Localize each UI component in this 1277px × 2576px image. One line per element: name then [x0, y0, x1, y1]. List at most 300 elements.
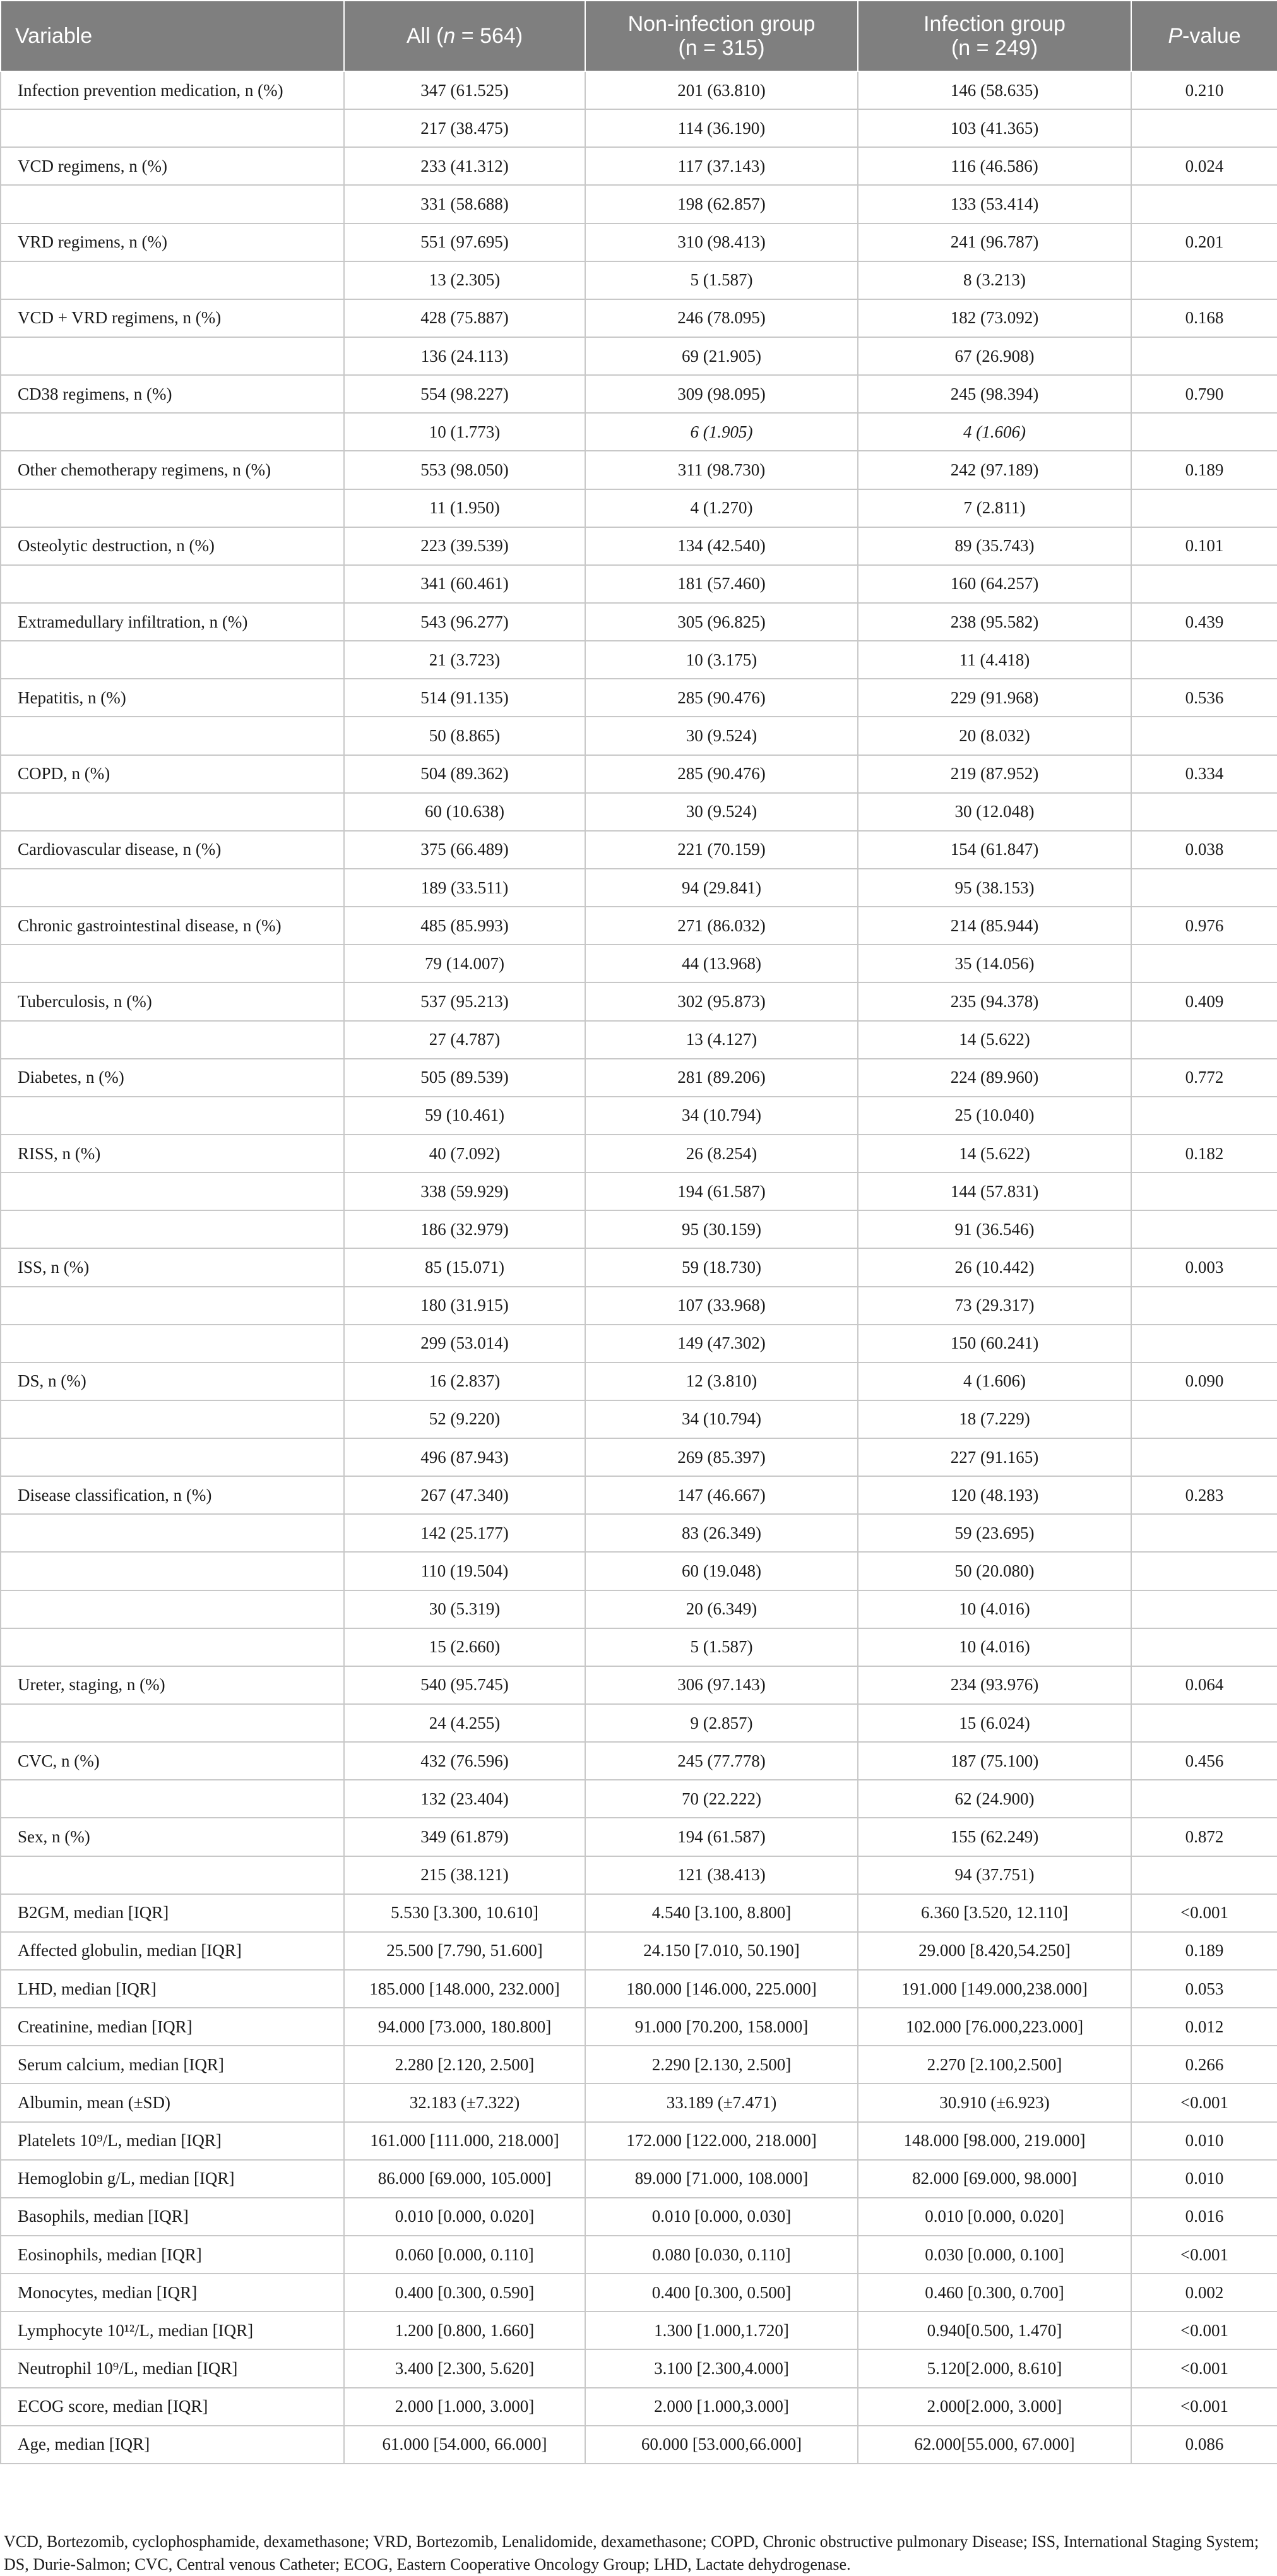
value-cell: 309 (98.095): [585, 375, 858, 413]
value-cell: 0.080 [0.030, 0.110]: [585, 2236, 858, 2274]
variable-cell: Eosinophils, median [IQR]: [1, 2236, 344, 2274]
value-cell: 50 (20.080): [858, 1552, 1131, 1590]
value-cell: 227 (91.165): [858, 1438, 1131, 1476]
p-value-cell: 0.334: [1131, 755, 1277, 793]
variable-cell: VRD regimens, n (%): [1, 224, 344, 261]
value-cell: 3.400 [2.300, 5.620]: [344, 2349, 585, 2387]
value-cell: 10 (4.016): [858, 1628, 1131, 1666]
table-row: [1, 679, 1277, 717]
table-footnote: VCD, Bortezomib, cyclophosphamide, dexamethasone; VRD, Bortezomib, Lenalidomide, dexamethasone; COPD, Chronic obstructive pulmonary Disease; ISS, International Staging System; DS, Durie-Salmon; CVC, Central venous Catheter; ECOG, Eastern Cooperative Oncology Group; LHD, Lactate dehydrogenase.: [4, 2532, 1259, 2573]
value-cell: 267 (47.340): [344, 1476, 585, 1514]
p-value-cell: 0.064: [1131, 1666, 1277, 1704]
value-cell: 144 (57.831): [858, 1172, 1131, 1210]
variable-cell: Other chemotherapy regimens, n (%): [1, 451, 344, 489]
value-cell: 514 (91.135): [344, 679, 585, 717]
p-value-cell: [1131, 1704, 1277, 1742]
table-row: [1, 641, 1277, 679]
p-value-cell: [1131, 793, 1277, 831]
value-cell: 338 (59.929): [344, 1172, 585, 1210]
table-row: [1, 755, 1277, 793]
p-value-cell: [1131, 1514, 1277, 1552]
variable-cell: Hemoglobin g/L, median [IQR]: [1, 2160, 344, 2198]
p-value-cell: 0.189: [1131, 1932, 1277, 1970]
value-cell: 132 (23.404): [344, 1780, 585, 1818]
value-cell: 281 (89.206): [585, 1059, 858, 1097]
variable-cell: Serum calcium, median [IQR]: [1, 2046, 344, 2084]
value-cell: 0.460 [0.300, 0.700]: [858, 2274, 1131, 2311]
variable-cell: Neutrophil 10⁹/L, median [IQR]: [1, 2349, 344, 2387]
value-cell: 331 (58.688): [344, 185, 585, 223]
variable-cell: [1, 1210, 344, 1248]
table-row: [1, 945, 1277, 982]
variable-cell: Albumin, mean (±SD): [1, 2084, 344, 2121]
p-value-cell: 0.266: [1131, 2046, 1277, 2084]
column-header: Non-infection group (n = 315): [585, 1, 858, 71]
p-value-cell: [1131, 869, 1277, 907]
table-row: [1, 1514, 1277, 1552]
value-cell: 5 (1.587): [585, 261, 858, 299]
variable-cell: VCD + VRD regimens, n (%): [1, 299, 344, 337]
p-value-cell: 0.283: [1131, 1476, 1277, 1514]
value-cell: 40 (7.092): [344, 1135, 585, 1172]
value-cell: 34 (10.794): [585, 1097, 858, 1135]
variable-cell: Affected globulin, median [IQR]: [1, 1932, 344, 1970]
p-value-cell: 0.010: [1131, 2160, 1277, 2198]
value-cell: 10 (1.773): [344, 413, 585, 451]
value-cell: 245 (98.394): [858, 375, 1131, 413]
value-cell: 73 (29.317): [858, 1287, 1131, 1325]
p-value-cell: [1131, 1780, 1277, 1818]
value-cell: 89.000 [71.000, 108.000]: [585, 2160, 858, 2198]
table-row: [1, 1628, 1277, 1666]
variable-cell: [1, 1400, 344, 1438]
value-cell: 4 (1.270): [585, 489, 858, 527]
value-cell: 553 (98.050): [344, 451, 585, 489]
value-cell: 134 (42.540): [585, 527, 858, 565]
table-row: [1, 2236, 1277, 2274]
value-cell: 233 (41.312): [344, 147, 585, 185]
table-row: [1, 565, 1277, 603]
table-row: [1, 413, 1277, 451]
table-row: [1, 1666, 1277, 1704]
value-cell: 120 (48.193): [858, 1476, 1131, 1514]
value-cell: 33.189 (±7.471): [585, 2084, 858, 2121]
value-cell: 79 (14.007): [344, 945, 585, 982]
variable-cell: Hepatitis, n (%): [1, 679, 344, 717]
value-cell: 13 (4.127): [585, 1021, 858, 1059]
table-row: [1, 2388, 1277, 2426]
table-row: [1, 1742, 1277, 1780]
value-cell: 30 (12.048): [858, 793, 1131, 831]
variable-cell: Extramedullary infiltration, n (%): [1, 603, 344, 641]
value-cell: 14 (5.622): [858, 1021, 1131, 1059]
variable-cell: Platelets 10⁹/L, median [IQR]: [1, 2122, 344, 2160]
p-value-cell: 0.002: [1131, 2274, 1277, 2311]
value-cell: 117 (37.143): [585, 147, 858, 185]
p-value-cell: [1131, 185, 1277, 223]
value-cell: 540 (95.745): [344, 1666, 585, 1704]
value-cell: 30 (9.524): [585, 717, 858, 754]
variable-cell: [1, 1287, 344, 1325]
variable-cell: [1, 945, 344, 982]
value-cell: 537 (95.213): [344, 982, 585, 1020]
value-cell: 8 (3.213): [858, 261, 1131, 299]
value-cell: 191.000 [149.000,238.000]: [858, 1970, 1131, 2008]
value-cell: 246 (78.095): [585, 299, 858, 337]
variable-cell: Age, median [IQR]: [1, 2426, 344, 2464]
value-cell: 103 (41.365): [858, 109, 1131, 147]
value-cell: 89 (35.743): [858, 527, 1131, 565]
value-cell: 229 (91.968): [858, 679, 1131, 717]
value-cell: 504 (89.362): [344, 755, 585, 793]
column-header: All (n = 564): [344, 1, 585, 71]
value-cell: 102.000 [76.000,223.000]: [858, 2008, 1131, 2046]
p-value-cell: 0.772: [1131, 1059, 1277, 1097]
value-cell: 172.000 [122.000, 218.000]: [585, 2122, 858, 2160]
value-cell: 349 (61.879): [344, 1818, 585, 1856]
p-value-cell: <0.001: [1131, 1894, 1277, 1932]
table-row: [1, 527, 1277, 565]
table-row: [1, 261, 1277, 299]
value-cell: 0.400 [0.300, 0.590]: [344, 2274, 585, 2311]
value-cell: 428 (75.887): [344, 299, 585, 337]
value-cell: 6 (1.905): [585, 413, 858, 451]
p-value-cell: 0.201: [1131, 224, 1277, 261]
value-cell: 9 (2.857): [585, 1704, 858, 1742]
p-value-cell: [1131, 261, 1277, 299]
table-row: [1, 1097, 1277, 1135]
variable-cell: DS, n (%): [1, 1363, 344, 1400]
p-value-cell: [1131, 945, 1277, 982]
table-row: [1, 1210, 1277, 1248]
variable-cell: [1, 869, 344, 907]
p-value-cell: 0.003: [1131, 1248, 1277, 1286]
table-row: [1, 337, 1277, 375]
variable-cell: [1, 109, 344, 147]
value-cell: 30 (9.524): [585, 793, 858, 831]
value-cell: 285 (90.476): [585, 755, 858, 793]
p-value-cell: 0.086: [1131, 2426, 1277, 2464]
table-row: [1, 185, 1277, 223]
value-cell: 347 (61.525): [344, 71, 585, 109]
variable-cell: RISS, n (%): [1, 1135, 344, 1172]
value-cell: 2.000[2.000, 3.000]: [858, 2388, 1131, 2426]
variable-cell: LHD, median [IQR]: [1, 1970, 344, 2008]
table-row: [1, 1818, 1277, 1856]
value-cell: 0.010 [0.000, 0.020]: [858, 2198, 1131, 2236]
value-cell: 59 (10.461): [344, 1097, 585, 1135]
variable-cell: [1, 1552, 344, 1590]
value-cell: 215 (38.121): [344, 1856, 585, 1894]
column-header: Infection group (n = 249): [858, 1, 1131, 71]
value-cell: 154 (61.847): [858, 831, 1131, 869]
value-cell: 543 (96.277): [344, 603, 585, 641]
value-cell: 15 (6.024): [858, 1704, 1131, 1742]
p-value-cell: [1131, 1287, 1277, 1325]
table-row: [1, 1932, 1277, 1970]
value-cell: 60 (10.638): [344, 793, 585, 831]
variable-cell: [1, 1628, 344, 1666]
value-cell: 44 (13.968): [585, 945, 858, 982]
table-body: [1, 71, 1277, 2464]
value-cell: 4.540 [3.100, 8.800]: [585, 1894, 858, 1932]
variable-cell: [1, 489, 344, 527]
variable-cell: [1, 1590, 344, 1628]
variable-cell: Creatinine, median [IQR]: [1, 2008, 344, 2046]
value-cell: 219 (87.952): [858, 755, 1131, 793]
value-cell: 341 (60.461): [344, 565, 585, 603]
value-cell: 110 (19.504): [344, 1552, 585, 1590]
table-row: [1, 793, 1277, 831]
value-cell: 20 (6.349): [585, 1590, 858, 1628]
p-value-cell: [1131, 413, 1277, 451]
table-row: [1, 1476, 1277, 1514]
value-cell: 2.000 [1.000,3.000]: [585, 2388, 858, 2426]
table-row: [1, 147, 1277, 185]
value-cell: 52 (9.220): [344, 1400, 585, 1438]
table-row: [1, 1552, 1277, 1590]
value-cell: 189 (33.511): [344, 869, 585, 907]
value-cell: 21 (3.723): [344, 641, 585, 679]
value-cell: 198 (62.857): [585, 185, 858, 223]
value-cell: 194 (61.587): [585, 1818, 858, 1856]
value-cell: 26 (10.442): [858, 1248, 1131, 1286]
value-cell: 10 (3.175): [585, 641, 858, 679]
p-value-cell: 0.210: [1131, 71, 1277, 109]
value-cell: 30 (5.319): [344, 1590, 585, 1628]
value-cell: 149 (47.302): [585, 1325, 858, 1363]
variable-cell: Infection prevention medication, n (%): [1, 71, 344, 109]
table-row: [1, 717, 1277, 754]
variable-cell: [1, 1704, 344, 1742]
value-cell: 59 (18.730): [585, 1248, 858, 1286]
variable-cell: Ureter, staging, n (%): [1, 1666, 344, 1704]
variable-cell: [1, 1780, 344, 1818]
variable-cell: [1, 1097, 344, 1135]
table-row: [1, 1590, 1277, 1628]
value-cell: 485 (85.993): [344, 907, 585, 945]
value-cell: 95 (38.153): [858, 869, 1131, 907]
variable-cell: [1, 1021, 344, 1059]
variable-cell: [1, 1514, 344, 1552]
p-value-cell: [1131, 641, 1277, 679]
value-cell: 94 (37.751): [858, 1856, 1131, 1894]
variable-cell: Monocytes, median [IQR]: [1, 2274, 344, 2311]
table-row: [1, 603, 1277, 641]
variable-cell: [1, 1325, 344, 1363]
value-cell: 116 (46.586): [858, 147, 1131, 185]
table-row: [1, 2084, 1277, 2121]
value-cell: 15 (2.660): [344, 1628, 585, 1666]
p-value-cell: [1131, 1097, 1277, 1135]
value-cell: 311 (98.730): [585, 451, 858, 489]
value-cell: 241 (96.787): [858, 224, 1131, 261]
value-cell: 148.000 [98.000, 219.000]: [858, 2122, 1131, 2160]
value-cell: 150 (60.241): [858, 1325, 1131, 1363]
variable-cell: ISS, n (%): [1, 1248, 344, 1286]
value-cell: 180 (31.915): [344, 1287, 585, 1325]
table-row: [1, 224, 1277, 261]
table-row: [1, 2122, 1277, 2160]
value-cell: 1.300 [1.000,1.720]: [585, 2311, 858, 2349]
p-value-cell: [1131, 717, 1277, 754]
value-cell: 69 (21.905): [585, 337, 858, 375]
p-value-cell: 0.024: [1131, 147, 1277, 185]
variable-cell: COPD, n (%): [1, 755, 344, 793]
variable-cell: B2GM, median [IQR]: [1, 1894, 344, 1932]
value-cell: 235 (94.378): [858, 982, 1131, 1020]
value-cell: 13 (2.305): [344, 261, 585, 299]
variable-cell: [1, 185, 344, 223]
table-row: [1, 1856, 1277, 1894]
value-cell: 20 (8.032): [858, 717, 1131, 754]
value-cell: 29.000 [8.420,54.250]: [858, 1932, 1131, 1970]
value-cell: 375 (66.489): [344, 831, 585, 869]
variable-cell: Chronic gastrointestinal disease, n (%): [1, 907, 344, 945]
value-cell: 185.000 [148.000, 232.000]: [344, 1970, 585, 2008]
table-row: [1, 1780, 1277, 1818]
p-value-cell: 0.038: [1131, 831, 1277, 869]
table-row: [1, 1059, 1277, 1097]
p-value-cell: 0.012: [1131, 2008, 1277, 2046]
table-row: [1, 1248, 1277, 1286]
column-header: P-value: [1131, 1, 1277, 71]
table-row: [1, 2274, 1277, 2311]
table-row: [1, 299, 1277, 337]
table-row: [1, 982, 1277, 1020]
value-cell: 32.183 (±7.322): [344, 2084, 585, 2121]
value-cell: 25 (10.040): [858, 1097, 1131, 1135]
p-value-cell: <0.001: [1131, 2388, 1277, 2426]
table-row: [1, 2008, 1277, 2046]
value-cell: 61.000 [54.000, 66.000]: [344, 2426, 585, 2464]
value-cell: 432 (76.596): [344, 1742, 585, 1780]
header-row: [1, 1, 1277, 71]
table-row: [1, 1704, 1277, 1742]
value-cell: 245 (77.778): [585, 1742, 858, 1780]
variable-cell: VCD regimens, n (%): [1, 147, 344, 185]
value-cell: 24.150 [7.010, 50.190]: [585, 1932, 858, 1970]
p-value-cell: 0.016: [1131, 2198, 1277, 2236]
value-cell: 11 (4.418): [858, 641, 1131, 679]
p-value-cell: 0.790: [1131, 375, 1277, 413]
value-cell: 147 (46.667): [585, 1476, 858, 1514]
p-value-cell: 0.872: [1131, 1818, 1277, 1856]
variable-cell: [1, 413, 344, 451]
value-cell: 505 (89.539): [344, 1059, 585, 1097]
value-cell: 0.010 [0.000, 0.030]: [585, 2198, 858, 2236]
value-cell: 10 (4.016): [858, 1590, 1131, 1628]
value-cell: 554 (98.227): [344, 375, 585, 413]
p-value-cell: 0.010: [1131, 2122, 1277, 2160]
value-cell: 181 (57.460): [585, 565, 858, 603]
value-cell: 271 (86.032): [585, 907, 858, 945]
variable-cell: [1, 337, 344, 375]
value-cell: 161.000 [111.000, 218.000]: [344, 2122, 585, 2160]
value-cell: 3.100 [2.300,4.000]: [585, 2349, 858, 2387]
variable-cell: CVC, n (%): [1, 1742, 344, 1780]
table-row: [1, 1400, 1277, 1438]
value-cell: 217 (38.475): [344, 109, 585, 147]
p-value-cell: <0.001: [1131, 2311, 1277, 2349]
value-cell: 224 (89.960): [858, 1059, 1131, 1097]
variable-cell: [1, 793, 344, 831]
p-value-cell: 0.409: [1131, 982, 1277, 1020]
value-cell: 34 (10.794): [585, 1400, 858, 1438]
p-value-cell: 0.090: [1131, 1363, 1277, 1400]
value-cell: 26 (8.254): [585, 1135, 858, 1172]
value-cell: 0.030 [0.000, 0.100]: [858, 2236, 1131, 2274]
variable-cell: Basophils, median [IQR]: [1, 2198, 344, 2236]
table-row: [1, 1325, 1277, 1363]
variable-cell: CD38 regimens, n (%): [1, 375, 344, 413]
value-cell: 155 (62.249): [858, 1818, 1131, 1856]
value-cell: 2.000 [1.000, 3.000]: [344, 2388, 585, 2426]
value-cell: 0.400 [0.300, 0.500]: [585, 2274, 858, 2311]
value-cell: 187 (75.100): [858, 1742, 1131, 1780]
table-row: [1, 2311, 1277, 2349]
value-cell: 180.000 [146.000, 225.000]: [585, 1970, 858, 2008]
value-cell: 50 (8.865): [344, 717, 585, 754]
p-value-cell: 0.101: [1131, 527, 1277, 565]
value-cell: 86.000 [69.000, 105.000]: [344, 2160, 585, 2198]
value-cell: 107 (33.968): [585, 1287, 858, 1325]
table-row: [1, 1894, 1277, 1932]
variable-cell: Disease classification, n (%): [1, 1476, 344, 1514]
value-cell: 223 (39.539): [344, 527, 585, 565]
p-value-cell: [1131, 1021, 1277, 1059]
variable-cell: Diabetes, n (%): [1, 1059, 344, 1097]
value-cell: 2.290 [2.130, 2.500]: [585, 2046, 858, 2084]
value-cell: 214 (85.944): [858, 907, 1131, 945]
value-cell: 194 (61.587): [585, 1172, 858, 1210]
value-cell: 67 (26.908): [858, 337, 1131, 375]
value-cell: 83 (26.349): [585, 1514, 858, 1552]
p-value-cell: <0.001: [1131, 2084, 1277, 2121]
table-row: [1, 2046, 1277, 2084]
value-cell: 242 (97.189): [858, 451, 1131, 489]
value-cell: 305 (96.825): [585, 603, 858, 641]
p-value-cell: [1131, 109, 1277, 147]
value-cell: 2.280 [2.120, 2.500]: [344, 2046, 585, 2084]
value-cell: 551 (97.695): [344, 224, 585, 261]
value-cell: 4 (1.606): [858, 1363, 1131, 1400]
table-row: [1, 1287, 1277, 1325]
value-cell: 201 (63.810): [585, 71, 858, 109]
value-cell: 146 (58.635): [858, 71, 1131, 109]
p-value-cell: 0.189: [1131, 451, 1277, 489]
value-cell: 12 (3.810): [585, 1363, 858, 1400]
table-row: [1, 1135, 1277, 1172]
value-cell: 18 (7.229): [858, 1400, 1131, 1438]
table-row: [1, 489, 1277, 527]
p-value-cell: [1131, 1172, 1277, 1210]
p-value-cell: [1131, 1400, 1277, 1438]
p-value-cell: [1131, 1325, 1277, 1363]
variable-cell: [1, 1172, 344, 1210]
table-row: [1, 2426, 1277, 2464]
value-cell: 133 (53.414): [858, 185, 1131, 223]
p-value-cell: 0.976: [1131, 907, 1277, 945]
variable-cell: [1, 717, 344, 754]
table-row: [1, 71, 1277, 109]
p-value-cell: [1131, 1210, 1277, 1248]
p-value-cell: [1131, 489, 1277, 527]
p-value-cell: [1131, 1628, 1277, 1666]
table-row: [1, 109, 1277, 147]
value-cell: 14 (5.622): [858, 1135, 1131, 1172]
value-cell: 70 (22.222): [585, 1780, 858, 1818]
